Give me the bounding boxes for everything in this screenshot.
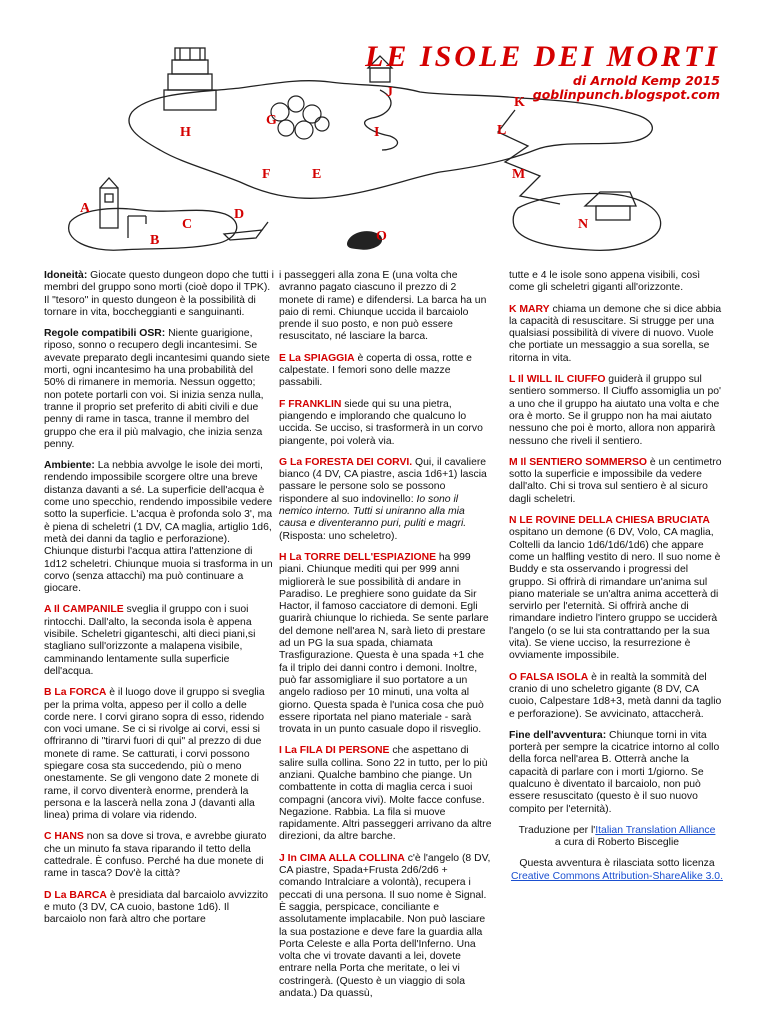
map-label-k: K [514,95,525,110]
section-m: M Il SENTIERO SOMMERSO è un centimetro sotto la superficie e impossibile da vedere dall'alto. Chi si trova sul sentiero è al sicuro dagli scheletri. [509,456,722,505]
section-regole: Regole compatibili OSR: Niente guarigione, riposo, sonno o recupero degli incantesimi. Se avevate preparato degli incantesimi quando siete morti, ogni incantesimo ha una probabilità del 50% di rimanere in memoria. Nessun oggetto; non potete portarli con voi. Si inizia senza nulla, tranne il proprio set preferito di abiti civili e due penny di rame in tasca, tranne il membro del gruppo che era il più malvagio, che inizia senza penny. [44,328,270,450]
section-e: E La SPIAGGIA è coperta di ossa, rotte e calpestate. I femori sono delle mazze passabili. [279,352,472,389]
section-d-cont: i passeggeri alla zona E (una volta che avranno pagato ciascuno il prezzo di 2 monete di rame) e difendersi. La barca ha un paio di remi. Chiunque uccida il barcaiolo prende il suo posto, e non può essere resuscitato, né lasciare la barca. [279,270,487,343]
section-i: I La FILA DI PERSONE che aspettano di salire sulla collina. Sono 22 in tutto, per lo più anziani. Qualche bambino che piange. Un combattente in cotta di maglia cerca i suoi compagni (ancora vivi). Molte facce confuse. Negazione. Rabbia. La fila si muove rapidamente. Altri passeggeri arrivano da altre direzioni, da altre barche. [279,745,492,843]
section-g: G La FORESTA DEI CORVI. Qui, il cavaliere bianco (4 DV, CA piastre, ascia 1d6+1) lascia passare le persone solo se possono rispondere al suo indovinello: Io sono il nemico interno. Tutti si uniranno alla mia causa e diventeranno puri, puliti e magri. (Risposta: uno scheletro). [279,456,487,542]
section-h: H La TORRE DELL'ESPIAZIONE ha 999 piani. Chiunque mediti qui per 999 anni migliorerà le sue possibilità di andare in Paradiso. Le preghiere sono guidate da Sir Hactor, il famoso cacciatore di demoni. Egli guarirà chiunque lo richieda. Se sente parlare del demone nell'area N, sarà lieto di prestare ad un PG la sua spada, chiamata Trasfigurazione. Questa è una spada +1 che fa il triplo dei danni contro i demoni. Inoltre, può far assomigliare il suo portatore a un angelo radioso per 10 minuti, una volta al giorno. Questa spada è l'unica cosa che può essere riportata nel piano materiale - sarà trovata in un punto casuale dopo il risveglio. [279,551,489,736]
title-block [365,40,720,102]
section-b: B La FORCA è il luogo dove il gruppo si sveglia per la prima volta, appeso per il collo a delle corde nere. I corvi girano sopra di esso, ridendo con voci umane. Se ci si rivolge ai corvi, essi si offriranno di "tirarvi fuori di qui" al prezzo di due monete di rame. Se catturati, i corvi possono spiegare cosa sta succedendo, più o meno onestamente. Se gli vengono date 2 monete di rame, il corvo diventerà enorme, prenderà la persona e la lascerà nella zona J (davanti alla linea) prima di volare via ridendo. [44,687,265,822]
map-label-a: A [80,201,91,216]
map-label-n: N [578,217,589,232]
map-label-l: L [497,123,507,138]
section-n: N LE ROVINE DELLA CHIESA BRUCIATA ospitano un demone (6 DV, Volo, CA maglia, Coltelli da lancio 1d6/1d6/1d6) che appare come un halfling vestito di nero. Il suo nome è Buddy e sta osservando i progressi del gruppo. Si offrirà di rimandare un'anima sul piano materiale se un'altra anima accetterà di servirlo per l'eternità. Si offrirà anche di rimandare indietro l'intero gruppo se ucciderà l'angelo (o se lui sta contrattando per la sua vita). Se viene ucciso, la resurrezione è ovviamente impossibile. [509,515,721,662]
section-ambiente: Ambiente: La nebbia avvolge le isole dei morti, rendendo impossibile scorgere oltre una breve distanza davanti a sé. La superficie dell'acqua è come uno specchio, rendendo impossibile vedere sotto la superficie. L'acqua è profonda solo 3', ma è piena di scheletri (1 DV, CA maglia, artiglio 1d6, metà dei danni da taglio e perforazione). Chiunque disturbi l'acqua attira l'attenzione di 1d12 scheletri. Chiunque muoia si trasforma in un corvo (senza attacchi) ma può continuare a giocare. [44,460,273,595]
column-2 [279,270,493,1009]
crow-forest-icon [271,96,329,139]
page-title: LE ISOLE DEI MORTI [365,40,720,73]
section-k: K MARY chiama un demone che si dice abbia la capacità di resuscitare. Si strugge per una qualsiasi possibilità di vivere di nuovo. Vuole che portiate un messaggio a sua sorella, se ritorna in vita. [509,303,722,364]
section-j: J In CIMA ALLA COLLINA c'è l'angelo (8 DV, CA piastre, Spada+Frusta 2d6/2d6 + comando Intralciare a volontà), recupera i peccati di una persona. Il suo nome è Signal. È saggia, perspicace, conciliante e assolutamente implacabile. Non può lasciare la sua postazione e deve fare la guardia alla Porta Celeste e alla Porta dell'Inferno. Una volta che vi trovate davanti a lei, dovete entrare nella Porta che meritate, o lei vi costringerà. (Questo è un viaggio di sola andata.) Da quassù, [279,852,491,1000]
section-o: O FALSA ISOLA è in realtà la sommità del cranio di uno scheletro gigante (8 DV, CA cuoio, Calpestare 1d8+3, metà danni da taglio e perforazione). Se avvicinato, attaccherà. [509,671,722,720]
section-j-cont: tutte e 4 le isole sono appena visibili, così come gli scheletri giganti all'orizzonte. [509,270,701,294]
translation-credit: Traduzione per l'Italian Translation Alliance a cura di Roberto Bisceglie [518,824,716,849]
section-a: A Il CAMPANILE sveglia il gruppo con i suoi rintocchi. Dall'alto, la seconda isola è appena visibile. Scheletri giganteschi, alti dieci piani,si stagliano sull'orizzonte a malapena visibile, camminando lentamente sulla superficie dell'acqua. [44,604,256,677]
map-label-j: J [386,85,393,100]
section-l: L Il WILL IL CIUFFO guiderà il gruppo sul sentiero sommerso. Il Ciuffo assomiglia un po' a uno che il gruppo ha aiutato una volta e che ora è morto. Se il gruppo non ha mai aiutato nessuno che poi è morto, allora non apparirà nessuno che riveli il sentiero. [509,374,722,447]
license-link[interactable]: Creative Commons Attribution-ShareAlike 3.0. [511,870,723,882]
section-idoneita: Idoneità: Giocate questo dungeon dopo che tutti i membri del gruppo sono morti (cioè dopo il TPK). Il "tesoro" in questo dungeon è la possibilità di tornare in vita, boccheggianti e sanguinanti. [44,270,274,318]
map-label-f: F [262,167,271,182]
map-label-m: M [512,167,526,182]
section-c: C HANS non sa dove si trova, e avrebbe giurato che un minuto fa stava riparando il tetto della cattedrale. È confuso. Perché ha due monete di rame in tasca? Dov'è la città? [44,831,267,880]
column-3 [509,270,725,892]
column-1 [44,270,274,936]
map-label-b: B [150,233,160,248]
section-f: F FRANKLIN siede qui su una pietra, piangendo e implorando che qualcuno lo uccida. Se ucciso, si trasformerà in un corvo piangente, poi volerà via. [279,398,483,447]
bell-tower-icon [100,178,118,228]
license-notice: Questa avventura è rilasciata sotto licenza Creative Commons Attribution-ShareAlike 3.0. [511,858,723,882]
site-line: goblinpunch.blogspot.com [532,87,720,102]
map-label-g: G [266,113,277,128]
author-line: di Arnold Kemp 2015 [572,73,720,88]
section-fine: Fine dell'avventura: Chiunque torni in vita porterà per sempre la cicatrice intorno al collo della forca nell'area B. Otterrà anche la capacità di parlare con i morti 1/giorno. Se qualcuno è diventato il barcaiolo, non può essere resuscitato (questo è il suo nuovo compito per l'eternità). [509,729,720,815]
section-d: D La BARCA è presidiata dal barcaiolo avvizzito e muto (3 DV, CA cuoio, bastone 1d6). Il barcaiolo non farà altro che portare [44,889,269,926]
map-label-e: E [312,167,322,182]
map-label-o: O [376,229,387,244]
map-label-c: C [182,217,193,232]
tower-of-atonement-icon [164,48,216,110]
map-label-d: D [234,207,245,222]
map-label-h: H [180,125,191,140]
map-label-i: I [374,125,380,140]
translation-alliance-link[interactable]: Italian Translation Alliance [595,824,716,836]
submerged-path [498,110,560,204]
gallows-icon [128,216,146,238]
